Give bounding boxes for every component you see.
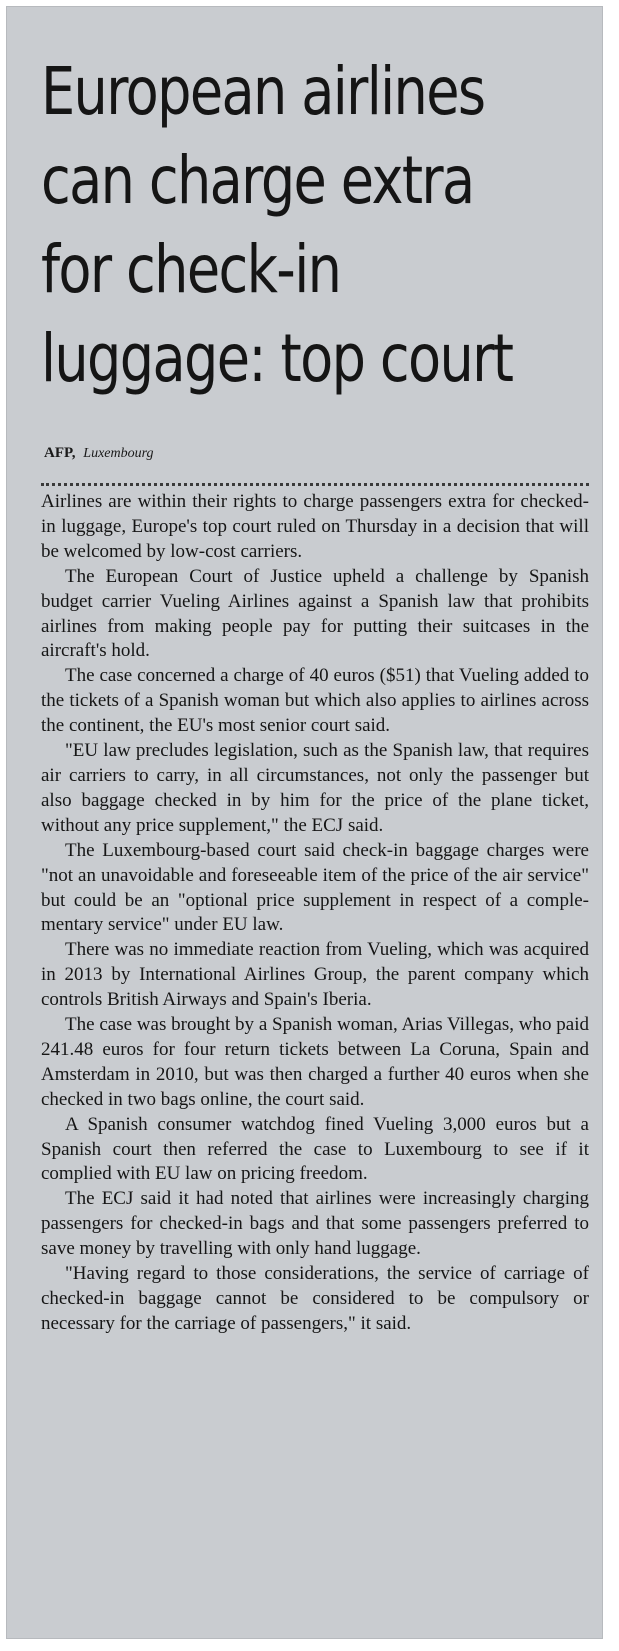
paragraph-5: The Luxembourg-based court said check-in baggage charges were "not an unavoidable and foreseeable item of the price of the air service" but could be an "optional price supplement in respect of a complementary service" under EU law. xyxy=(41,839,589,936)
paragraph-10: "Having regard to those considerations, the service of carriage of checked-in baggage cannot be considered to be compulsory or necessary for the carriage of passengers," it said. xyxy=(41,1263,589,1334)
paragraph-2: The European Court of Justice upheld a challenge by Spanish budget carrier Vueling Airlines against a Spanish law that prohibits airlines from making people pay for putting their suitcases in the aircraft's hold. xyxy=(41,565,589,662)
byline-location: Luxembourg xyxy=(83,446,154,461)
headline-line-2: can charge extra xyxy=(41,142,474,219)
paragraph-9: The ECJ said it had noted that airlines were increasingly charging passengers for checked-in bags and that some passengers preferred to save money by travelling with only hand luggage. xyxy=(41,1188,589,1260)
paragraph-8: A Spanish consumer watchdog fined Vueling 3,000 euros but a Spanish court then referred the case to Luxembourg to see if it complied with EU law on pricing freedom. xyxy=(41,1113,589,1185)
byline xyxy=(44,445,154,462)
paragraph-7: The case was brought by a Spanish woman, Arias Villegas, who paid 241.48 euros for four return tickets between La Coruna, Spain and Amsterdam in 2010, but was then charged a further 40 euros when she checked in two bags online, the court said. xyxy=(41,1014,589,1110)
article-body xyxy=(41,490,589,1337)
paragraph-6: There was no immediate reaction from Vueling, which was acquired in 2013 by International Airlines Group, the parent company which controls British Airways and Spain's Iberia. xyxy=(41,939,589,1011)
dotted-divider xyxy=(41,483,589,486)
headline-line-4: luggage: top court xyxy=(41,320,513,397)
paragraph-3: The case concerned a charge of 40 euros ($51) that Vueling added to the tickets of a Spanish woman but which also applies to airlines across the continent, the EU's most senior court said. xyxy=(41,665,589,737)
headline xyxy=(41,47,513,403)
paragraph-1: Airlines are within their rights to charge passengers extra for checked-in luggage, Europe's top court ruled on Thursday in a decision that will be welcomed by low-cost carriers. xyxy=(41,491,589,562)
newspaper-clipping xyxy=(6,6,603,1639)
byline-agency: AFP, xyxy=(44,445,76,461)
headline-line-1: European airlines xyxy=(41,53,485,130)
paragraph-4: "EU law precludes legislation, such as the Spanish law, that requires air carriers to carry, in all circumstances, not only the passenger but also baggage checked in by him for the price of the plane ticket, without any price supplement," the ECJ said. xyxy=(41,740,589,836)
headline-line-3: for check-in xyxy=(41,231,341,308)
